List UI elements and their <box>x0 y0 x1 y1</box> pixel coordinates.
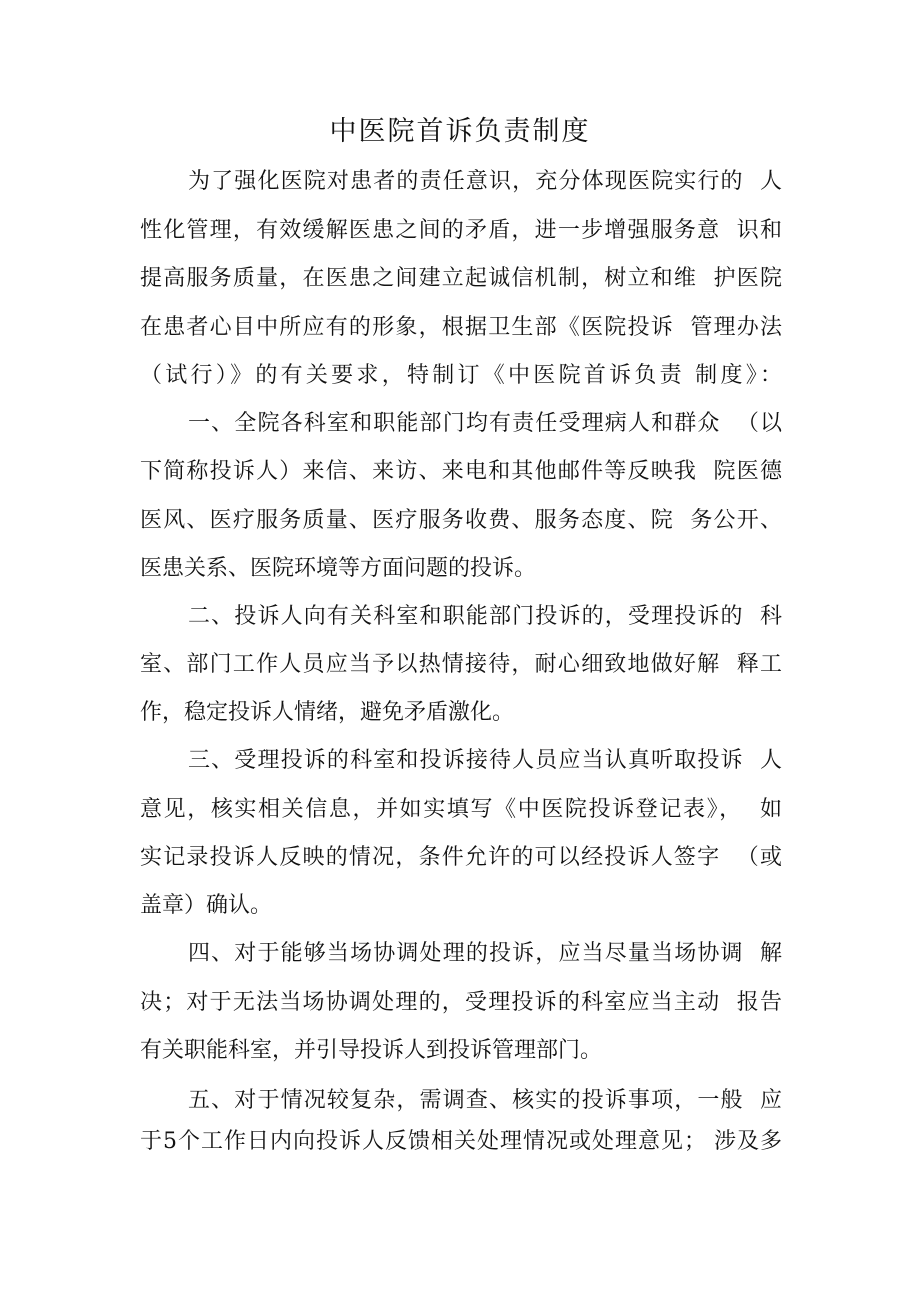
paragraph-2-line-2: 室、部门工作人员应当予以热情接待，耐心细致地做好解 释工 <box>140 652 782 677</box>
paragraph-4-line-1: 四、对于能够当场协调处理的投诉，应当尽量当场协调 解 <box>188 941 782 966</box>
paragraph-1-line-3: 医风、医疗服务质量、医疗服务收费、服务态度、院 务公开、 <box>140 508 782 533</box>
paragraph-2-line-1: 二、投诉人向有关科室和职能部门投诉的，受理投诉的 科 <box>188 604 782 629</box>
paragraph-5-line-2: 于5个工作日内向投诉人反馈相关处理情况或处理意见； 涉及多 <box>140 1129 782 1154</box>
paragraph-intro-line-1: 为了强化医院对患者的责任意识，充分体现医院实行的 人 <box>188 169 782 194</box>
paragraph-4-line-3: 有关职能科室，并引导投诉人到投诉管理部门。 <box>140 1038 603 1063</box>
paragraph-1-line-4: 医患关系、医院环境等方面问题的投诉。 <box>140 556 537 581</box>
paragraph-1-line-1: 一、全院各科室和职能部门均有责任受理病人和群众 （以 <box>188 411 782 436</box>
paragraph-3-line-1: 三、受理投诉的科室和投诉接待人员应当认真听取投诉 人 <box>188 748 782 773</box>
paragraph-intro-line-2: 性化管理，有效缓解医患之间的矛盾，进一步增强服务意 识和 <box>140 218 782 243</box>
paragraph-intro-line-3: 提高服务质量，在医患之间建立起诚信机制，树立和维 护医院 <box>140 266 782 291</box>
paragraph-intro-line-4: 在患者心目中所应有的形象，根据卫生部《医院投诉 管理办法 <box>140 315 782 340</box>
paragraph-intro-line-5: （试行）》的有关要求，特制订《中医院首诉负责 制度》： <box>140 363 782 388</box>
paragraph-1-line-2: 下简称投诉人）来信、来访、来电和其他邮件等反映我 院医德 <box>140 459 782 484</box>
document-title: 中医院首诉负责制度 <box>329 116 591 147</box>
paragraph-3-line-2: 意见，核实相关信息，并如实填写《中医院投诉登记表》， 如 <box>140 797 782 822</box>
paragraph-3-line-3: 实记录投诉人反映的情况，条件允许的可以经投诉人签字 （或 <box>140 845 782 870</box>
paragraph-3-line-4: 盖章）确认。 <box>140 893 273 918</box>
paragraph-5-line-1: 五、对于情况较复杂，需调查、核实的投诉事项，一般 应 <box>188 1088 782 1113</box>
paragraph-2-line-3: 作，稳定投诉人情绪，避免矛盾激化。 <box>140 700 515 725</box>
paragraph-4-line-2: 决；对于无法当场协调处理的，受理投诉的科室应当主动 报告 <box>140 990 782 1015</box>
